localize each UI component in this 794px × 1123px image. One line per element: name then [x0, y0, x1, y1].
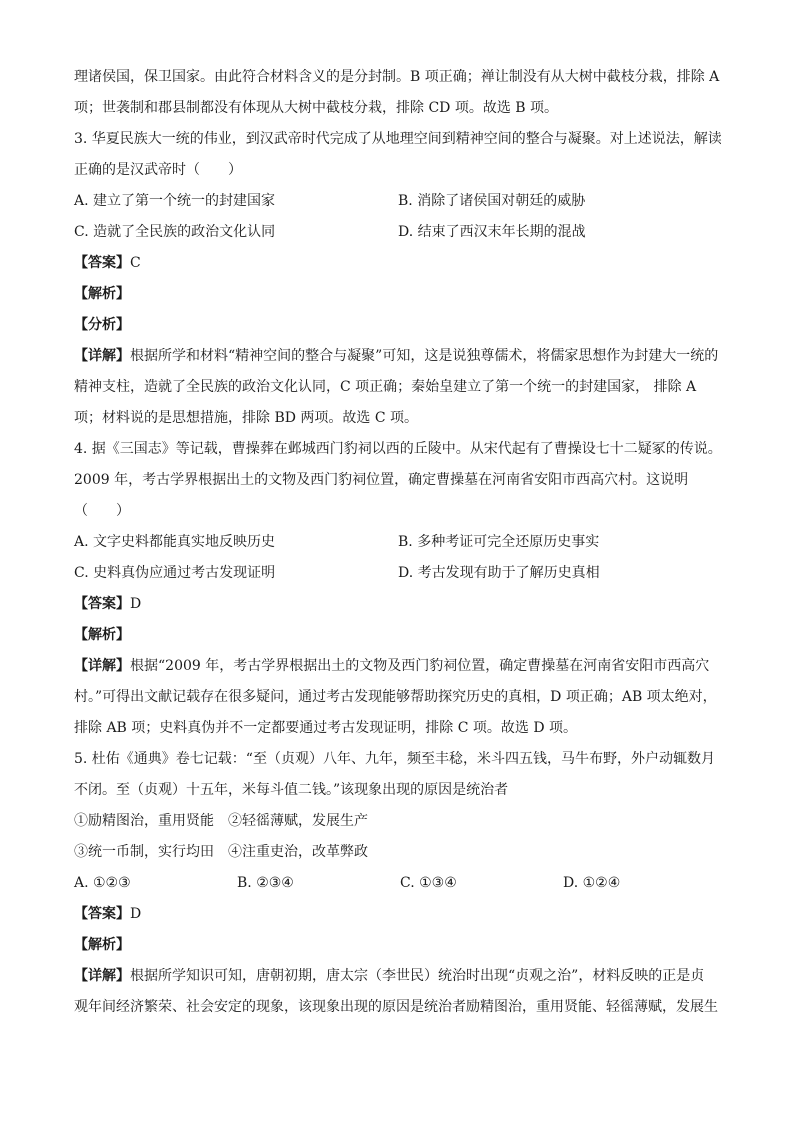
q5-detail-line: [74, 961, 728, 992]
q4-answer: [74, 589, 728, 620]
q3-option-b: B. 消除了诸侯国对朝廷的威胁: [398, 193, 586, 209]
q3-options-row: [74, 186, 728, 217]
answer-tag: 【答案】: [74, 596, 130, 612]
document-page: [74, 62, 728, 1023]
q3-option-d: D. 结束了西汉末年长期的混战: [398, 224, 586, 240]
q4-option-c: C. 史料真伪应通过考古发现证明: [74, 565, 276, 581]
q3-stem-line: 正确的是汉武帝时（ ）: [74, 162, 242, 178]
q3-options-row: [74, 217, 728, 248]
q5-stem-line: ①励精图治，重用贤能 ②轻徭薄赋，发展生产: [74, 813, 368, 829]
answer-tag: 【答案】: [74, 906, 130, 922]
detail-text: 根据所学知识可知，唐朝初期，唐太宗（李世民）统治时出现“贞观之治”，材料反映的正是贞: [130, 968, 705, 984]
q4-options-row: [74, 527, 728, 558]
q4-option-a: A. 文字史料都能真实地反映历史: [74, 534, 276, 550]
q3-stem-line: 3. 华夏民族大一统的伟业，到汉武帝时代完成了从地理空间到精神空间的整合与凝聚。对上述说法，解读: [74, 131, 722, 147]
q4-options-row: [74, 558, 728, 589]
text-line: 理诸侯国，保卫国家。由此符合材料含义的是分封制。B 项正确；禅让制没有从大树中截枝分栽，排除 A: [74, 69, 720, 85]
q5-stem-line: ③统一币制，实行均田 ④注重吏治，改革弊政: [74, 844, 368, 860]
detail-tag: 【详解】: [74, 968, 130, 984]
q3-fenxi-tag: 【分析】: [74, 317, 130, 333]
q3-answer: [74, 248, 728, 279]
q4-stem-line: 2009 年，考古学界根据出土的文物及西门豹祠位置，确定曹操墓在河南省安阳市西高穴村。这说明: [74, 472, 689, 488]
q4-stem-line: （ ）: [74, 503, 130, 519]
detail-text: 根据“2009 年，考古学界根据出土的文物及西门豹祠位置，确定曹操墓在河南省安阳市西高穴: [130, 658, 710, 674]
q4-option-b: B. 多种考证可完全还原历史事实: [398, 534, 600, 550]
q5-stem-line: 不闭。至（贞观）十五年，米每斗值二钱。”该现象出现的原因是统治者: [74, 782, 509, 798]
q5-option-c: C. ①③④: [400, 875, 457, 891]
q4-detail-line: 村。”可得出文献记载存在很多疑问，通过考古发现能够帮助探究历史的真相，D 项正确；AB 项太绝对，: [74, 689, 717, 705]
q5-detail-line: 观年间经济繁荣、社会安定的现象，该现象出现的原因是统治者励精图治，重用贤能、轻徭薄赋，发展生: [74, 999, 718, 1015]
q3-detail-line: [74, 341, 728, 372]
detail-tag: 【详解】: [74, 658, 130, 674]
q4-detail-line: [74, 651, 728, 682]
q3-option-c: C. 造就了全民族的政治文化认同: [74, 224, 276, 240]
answer-value: D: [130, 906, 142, 922]
q3-detail-line: 项；材料说的是思想措施，排除 BD 两项。故选 C 项。: [74, 410, 419, 426]
q5-option-a: A. ①②③: [74, 875, 131, 891]
detail-tag: 【详解】: [74, 348, 130, 364]
q5-answer: [74, 899, 728, 930]
q5-option-b: B. ②③④: [237, 875, 294, 891]
q3-detail-line: 精神支柱，造就了全民族的政治文化认同，C 项正确；秦始皇建立了第一个统一的封建国家， 排除 A: [74, 379, 697, 395]
text-line: 项；世袭制和郡县制都没有体现从大树中截枝分栽，排除 CD 项。故选 B 项。: [74, 100, 559, 116]
answer-value: C: [130, 255, 141, 271]
q4-stem-line: 4. 据《三国志》等记载，曹操葬在邺城西门豹祠以西的丘陵中。从宋代起有了曹操设七十二疑冢的传说。: [74, 441, 722, 457]
q4-jiexi-tag: 【解析】: [74, 627, 130, 643]
q3-option-a: A. 建立了第一个统一的封建国家: [74, 193, 276, 209]
q5-stem-line: 5. 杜佑《通典》卷七记载：“至（贞观）八年、九年，频至丰稔，米斗四五钱，马牛布野，外户动辄数月: [74, 751, 715, 767]
q3-jiexi-tag: 【解析】: [74, 286, 130, 302]
answer-value: D: [130, 596, 142, 612]
detail-text: 根据所学和材料“精神空间的整合与凝聚”可知，这是说独尊儒术，将儒家思想作为封建大一统的: [130, 348, 719, 364]
q5-jiexi-tag: 【解析】: [74, 937, 130, 953]
q4-detail-line: 排除 AB 项；史料真伪并不一定都要通过考古发现证明，排除 C 项。故选 D 项。: [74, 720, 578, 736]
q4-option-d: D. 考古发现有助于了解历史真相: [398, 565, 600, 581]
answer-tag: 【答案】: [74, 255, 130, 271]
q5-option-d: D. ①②④: [563, 875, 621, 891]
q5-options-row: [74, 868, 728, 899]
